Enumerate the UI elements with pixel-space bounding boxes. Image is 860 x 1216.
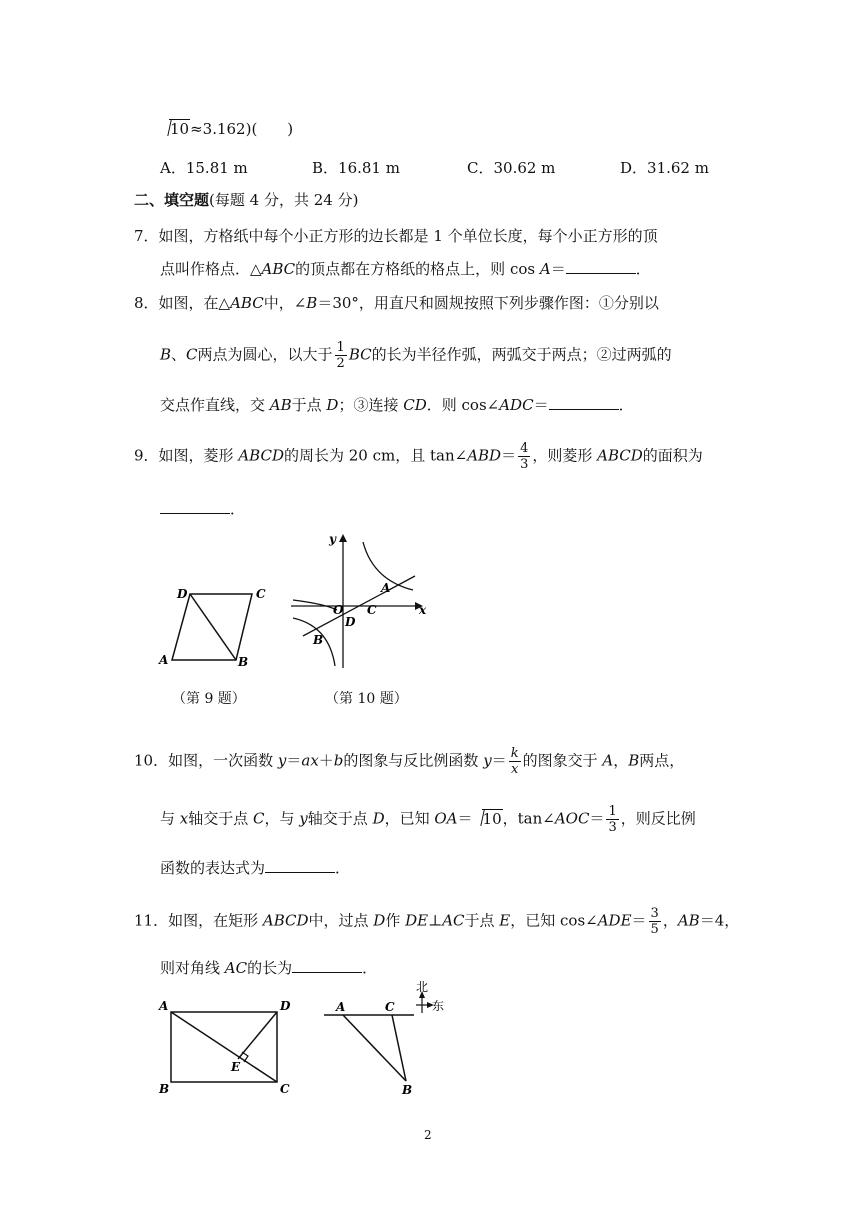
label-x: x	[419, 603, 427, 617]
label-north: 北	[416, 980, 429, 994]
label-b: B	[313, 633, 324, 647]
label-east: 东	[432, 999, 445, 1013]
label-b: B	[159, 1082, 170, 1096]
q6-option-a[interactable]: A．15.81 m	[160, 159, 248, 177]
label-a: A	[381, 581, 391, 595]
q7-line2: 点叫作格点．△ABC的顶点都在方格纸的格点上，则 cos A＝ ．	[160, 257, 651, 280]
figure-9-caption: （第 9 题）	[172, 691, 246, 707]
q10-line3: 函数的表达式为 ．	[160, 856, 350, 879]
label-o: O	[333, 603, 344, 617]
fraction: $\frac{1}{3}$	[608, 804, 617, 835]
page-number: 2	[424, 1128, 432, 1142]
q6-option-d[interactable]: D．31.62 m	[620, 159, 709, 177]
q6-option-c[interactable]: C．30.62 m	[467, 159, 556, 177]
q8-line3: 交点作直线，交 AB于点 D；③连接 CD．则 cos∠ADC＝ ．	[160, 393, 634, 416]
section-heading: 二、填空题(每题 4 分，共 24 分)	[134, 191, 359, 209]
q9-line2: ．	[160, 497, 245, 520]
label-d: D	[280, 999, 291, 1013]
label-e: E	[231, 1060, 241, 1074]
q7-line1: 7．如图，方格纸中每个小正方形的边长都是 1 个单位长度，每个小正方形的顶	[134, 227, 658, 245]
label-b: B	[402, 1083, 413, 1097]
label-c: C	[367, 603, 377, 617]
figure-9-rhombus	[150, 580, 270, 670]
q11-line1: 11．如图，在矩形 ABCD中，过点 D作 DE⊥AC于点 E，已知 cos∠ADE＝ $\frac{3}{5}$ ，AB＝4，	[134, 906, 740, 937]
figure-12-bearing	[318, 978, 458, 1098]
label-a: A	[336, 1000, 346, 1014]
answer-blank[interactable]	[566, 257, 636, 274]
label-d: D	[177, 587, 188, 601]
figure-10-caption: （第 10 题）	[325, 691, 408, 707]
label-c: C	[385, 1000, 395, 1014]
figure-11-rectangle	[155, 995, 295, 1100]
q6-option-b[interactable]: B．16.81 m	[312, 159, 400, 177]
fraction: $\frac{4}{3}$	[520, 441, 529, 472]
sqrt-10: 10	[160, 118, 190, 140]
sqrt-10: 10	[473, 808, 503, 830]
answer-blank[interactable]	[549, 393, 619, 410]
q11-line2: 则对角线 AC的长为 ．	[160, 956, 377, 979]
label-b: B	[238, 655, 249, 669]
fraction: $\frac{1}{2}$	[336, 340, 345, 371]
q9-line1: 9．如图，菱形 ABCD的周长为 20 cm，且 tan∠ABD＝ $\frac{4}{3}$ ，则菱形 ABCD的面积为	[134, 441, 703, 472]
label-d: D	[345, 615, 356, 629]
fraction: $\frac{k}{x}$	[510, 746, 519, 777]
q8-line2: B、C两点为圆心，以大于 $\frac{1}{2}$ BC的长为半径作弧，两弧交于两点；②过两弧的	[160, 340, 672, 371]
label-c: C	[256, 587, 266, 601]
label-a: A	[159, 653, 169, 667]
label-y: y	[329, 532, 336, 546]
q10-line1: 10．如图，一次函数 y＝ax＋b的图象与反比例函数 y＝ $\frac{k}{x}$ 的图象交于 A，B两点，	[134, 746, 685, 777]
label-a: A	[159, 999, 169, 1013]
q8-line1: 8．如图，在△ABC中，∠B＝30°，用直尺和圆规按照下列步骤作图：①分别以	[134, 294, 659, 312]
answer-blank[interactable]	[160, 497, 230, 514]
answer-blank[interactable]	[265, 856, 335, 873]
label-c: C	[280, 1082, 290, 1096]
q10-line2: 与 x轴交于点 C，与 y轴交于点 D，已知 OA＝ 10，tan∠AOC＝ $\frac{1}{3}$ ，则反比例	[160, 804, 696, 835]
q6-tail: 10≈3.162)( )	[160, 118, 293, 140]
fraction: $\frac{3}{5}$	[650, 906, 659, 937]
figure-10-graph	[285, 530, 435, 672]
answer-blank[interactable]	[292, 956, 362, 973]
